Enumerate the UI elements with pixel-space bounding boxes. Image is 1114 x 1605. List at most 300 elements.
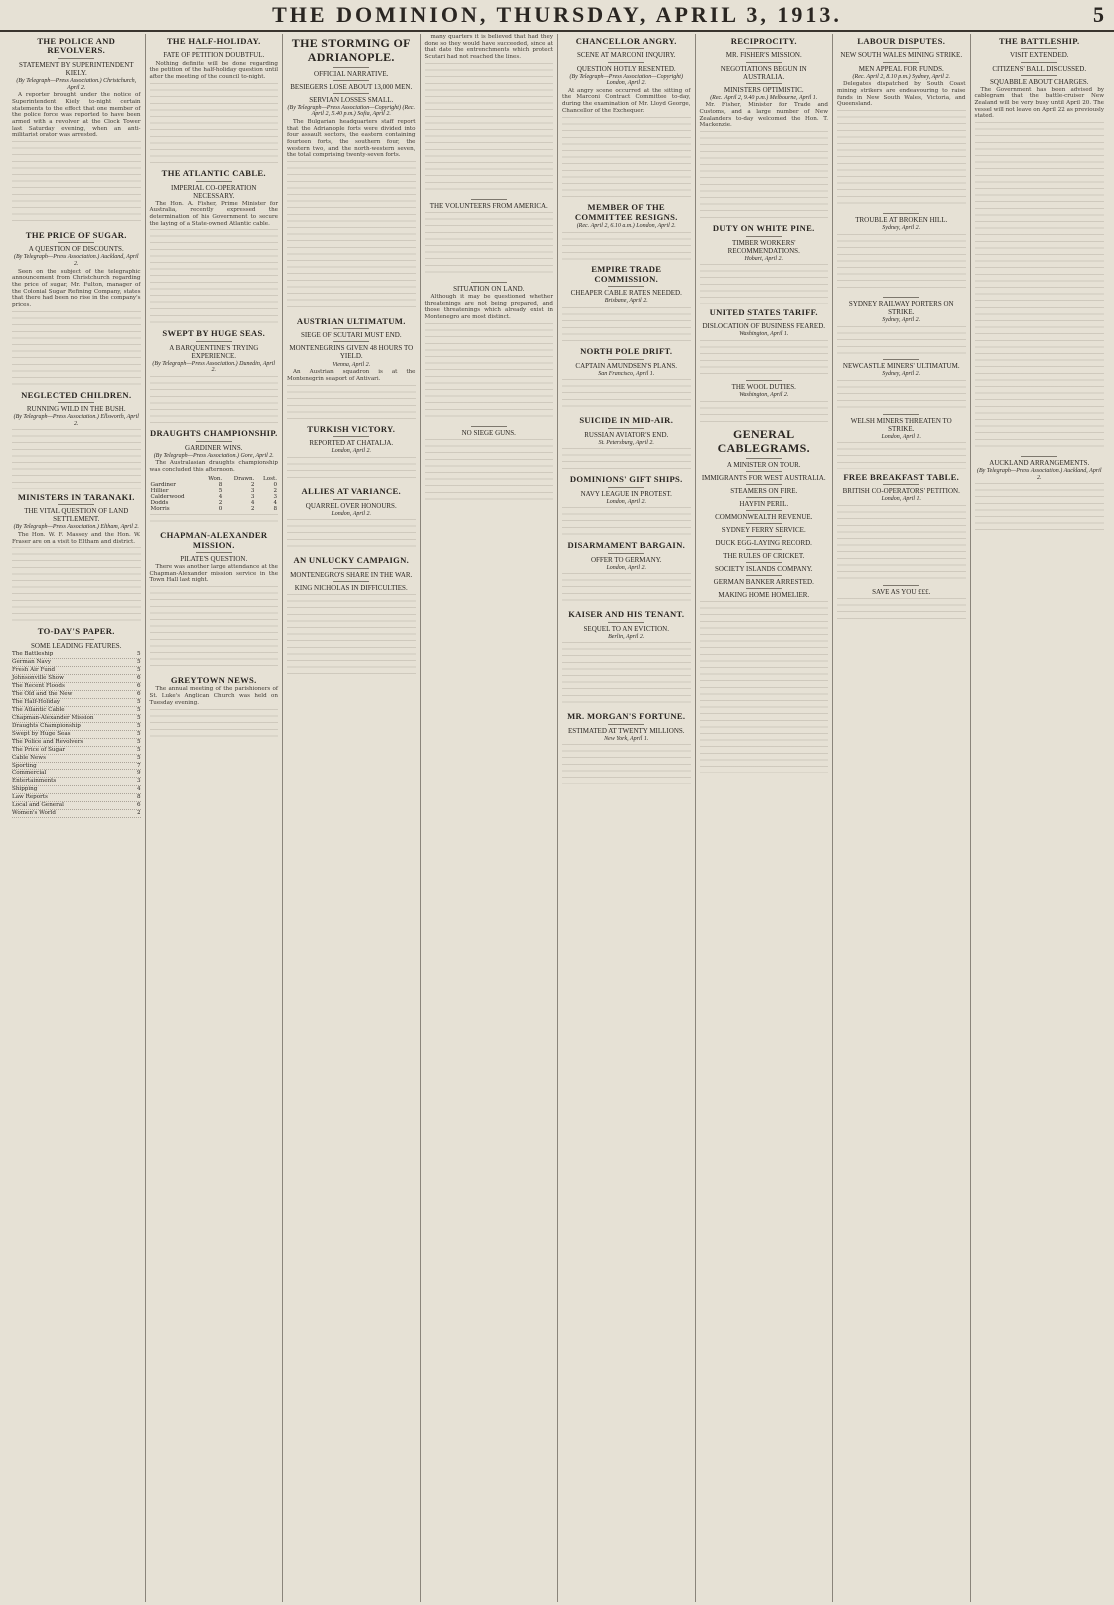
table-cell: 2 [250, 481, 255, 488]
article [700, 428, 829, 773]
subheadline: NAVY LEAGUE IN PROTEST. [580, 489, 672, 498]
headline: DISARMAMENT BARGAIN. [567, 540, 686, 551]
divider-rule [746, 562, 782, 563]
subheadline: FATE OF PETITION DOUBTFUL. [163, 51, 265, 60]
index-page: 5 [136, 698, 141, 705]
subheadline: MINISTERS OPTIMISTIC. [723, 85, 804, 94]
column-4 [421, 34, 559, 1602]
headline: THE BATTLESHIP. [999, 36, 1080, 46]
article [150, 429, 279, 527]
headline: THE POLICE AND REVOLVERS. [37, 36, 116, 56]
divider-rule [883, 359, 919, 360]
table-cell: 4 [250, 499, 255, 506]
text-block [12, 141, 141, 227]
subheadline: THE WOOL DUTIES. [731, 383, 796, 392]
divider-rule [746, 497, 782, 498]
divider-rule [883, 585, 919, 586]
divider-rule [333, 80, 369, 81]
list-item [12, 810, 141, 818]
index-page: 9 [136, 770, 141, 777]
table-cell: Gardiner [150, 481, 176, 488]
table-cell: Morris [150, 505, 170, 512]
subheadline: CHEAPER CABLE RATES NEEDED. [570, 289, 682, 298]
index-label: Cable News [12, 754, 46, 761]
headline: MINISTERS IN TARANAKI. [17, 491, 135, 502]
table-cell: 0 [273, 481, 277, 488]
subheadline: SYDNEY FERRY SERVICE. [721, 525, 806, 534]
divider-rule [608, 622, 644, 623]
divider-rule [608, 359, 644, 360]
subheadline: THE VITAL QUESTION OF LAND SETTLEMENT. [24, 507, 129, 524]
text-block [837, 380, 966, 410]
divider-rule [1021, 62, 1057, 63]
dateline: (By Telegraph—Press Association—Copyright) London, April 2. [569, 73, 683, 87]
table-cell: 3 [250, 493, 255, 500]
subheadline: NEWCASTLE MINERS' ULTIMATUM. [842, 362, 960, 371]
table-cell: 2 [250, 505, 255, 512]
headline: CHANCELLOR ANGRY. [575, 36, 677, 46]
subheadline: QUESTION HOTLY RESENTED. [576, 64, 676, 73]
headline: DOMINIONS' GIFT SHIPS. [569, 474, 683, 485]
dateline: (By Telegraph—Press Association—Copyright) (Rec. April 2, 5.40 p.m.) Sofia, April 2. [287, 104, 415, 118]
dateline: Brisbane, April 2. [604, 298, 648, 305]
subheadline: THE VOLUNTEERS FROM AMERICA. [429, 201, 548, 210]
text-block [837, 505, 966, 581]
divider-rule [196, 341, 232, 342]
column-3 [283, 34, 421, 1602]
dateline: Hobart, April 2. [744, 255, 784, 262]
list-item [12, 707, 141, 715]
table-cell: 3 [273, 493, 277, 500]
table-cell: 4 [218, 493, 223, 500]
body-paragraph: The annual meeting of the parishioners of St. Luke's Anglican Church was held on Tuesday evening. [149, 686, 278, 706]
subheadline: GARDINER WINS. [185, 443, 243, 452]
article [287, 37, 416, 313]
index-page: 6 [136, 674, 141, 681]
index-label: German Navy [12, 658, 52, 665]
article [150, 676, 279, 738]
article [287, 487, 416, 552]
table-cell: 0 [218, 505, 223, 512]
dateline: London, April 1. [881, 496, 922, 503]
index-label: The Price of Sugar [12, 746, 66, 753]
body-paragraph: The Government has been advised by cablegram that the battle-cruiser New Zealand will be very busy until April 20. The vessel will not leave on April 22 as previously stated. [974, 86, 1104, 120]
subheadline: MR. FISHER'S MISSION. [725, 51, 802, 60]
subheadline: PILATE'S QUESTION. [180, 554, 248, 563]
subheadline: KING NICHOLAS IN DIFFICULTIES. [294, 583, 408, 592]
body-paragraph: Although it may be questioned whether threatenings are not being prepared, and those threatenings which already exist in Montenegro are most distinct. [424, 293, 553, 321]
headline: KAISER AND HIS TENANT. [568, 609, 685, 620]
text-block [12, 311, 141, 387]
index-page: 7 [136, 762, 141, 769]
list-item [12, 691, 141, 699]
index-page: 5 [136, 650, 141, 657]
divider-rule [746, 236, 782, 237]
divider-rule [746, 380, 782, 381]
headline: CHAPMAN-ALEXANDER MISSION. [160, 530, 268, 550]
list-item [12, 778, 141, 786]
headline: RECIPROCITY. [730, 36, 797, 46]
divider-rule [58, 504, 94, 505]
text-block [12, 547, 141, 623]
divider-rule [196, 441, 232, 442]
text-block [562, 448, 691, 471]
divider-rule [746, 458, 782, 459]
headline: THE ATLANTIC CABLE. [161, 168, 266, 179]
article [150, 37, 279, 165]
article [562, 347, 691, 412]
divider-rule [1021, 48, 1057, 49]
divider-rule [196, 48, 232, 49]
table-row [150, 506, 279, 512]
table-cell: 2 [218, 499, 223, 506]
text-block [287, 594, 416, 680]
list-item [12, 659, 141, 667]
masthead [0, 0, 1114, 32]
body-paragraph: Mr. Fisher, Minister for Trade and Customs, and a large number of New Zealanders to-day welcomed the Hon. T. Mackenzie. [699, 102, 828, 129]
divider-rule [196, 552, 232, 553]
subheadline: GERMAN BANKER ARRESTED. [713, 578, 814, 587]
index-label: Entertainments [12, 778, 57, 785]
index-label: The Battleship [12, 650, 54, 657]
headline: FREE BREAKFAST TABLE. [843, 471, 960, 482]
subheadline: SERVIAN LOSSES SMALL. [309, 95, 394, 104]
dateline: London, April 2. [331, 448, 372, 455]
subheadline: RUNNING WILD IN THE BUSH. [26, 405, 126, 414]
headline: DRAUGHTS CHAMPIONSHIP. [149, 428, 278, 439]
index-page: 5 [136, 706, 141, 713]
divider-rule [1021, 75, 1057, 76]
list-item [12, 699, 141, 707]
divider-rule [746, 523, 782, 524]
article [837, 414, 966, 469]
dateline: New York, April 1. [604, 735, 649, 742]
table-header: Lost. [263, 475, 277, 482]
index-label: The Half-Holiday [12, 698, 61, 705]
text-block [562, 307, 691, 343]
list-item [12, 786, 141, 794]
divider-rule [746, 510, 782, 511]
column-5 [558, 34, 696, 1602]
subheadline: HAYFIN PERIL. [739, 499, 789, 508]
text-block [837, 110, 966, 209]
headline: SUICIDE IN MID-AIR. [579, 415, 674, 426]
index-page: 6 [136, 682, 141, 689]
headline: EMPIRE TRADE COMMISSION. [591, 264, 662, 284]
text-block [287, 519, 416, 552]
index-label: Chapman-Alexander Mission [12, 714, 94, 721]
list-item [12, 715, 141, 723]
dateline: London, April 2. [606, 498, 647, 505]
body-paragraph: many quarters it is believed that had they done so they would have succeeded, since at that date the entrenchments which protect Scutari had not reached the lines. [424, 34, 553, 61]
divider-rule [333, 341, 369, 342]
contents-index [12, 651, 141, 819]
subheadline: BESIEGERS LOSE ABOUT 13,000 MEN. [290, 82, 413, 91]
dateline: Sydney, April 2. [882, 225, 921, 231]
divider-rule [608, 48, 644, 49]
headline: MEMBER OF THE COMMITTEE RESIGNS. [574, 202, 678, 222]
dateline: (By Telegraph—Press Association.) Eltham, April 2. [13, 524, 139, 531]
masthead-title: THE DOMINION, THURSDAY, APRIL 3, 1913. [272, 2, 842, 27]
article [150, 531, 279, 672]
index-label: Commercial [12, 770, 47, 777]
table-cell: 8 [273, 505, 277, 512]
subheadline: RUSSIAN AVIATOR'S END. [584, 430, 669, 439]
subheadline: SIEGE OF SCUTARI MUST END. [300, 331, 402, 340]
body-paragraph: Seen on the subject of the telegraphic announcement from Christchurch regarding the price of sugar, Mr. Fulton, manager of the Colonial Sugar Refining Company, states that there had been no rise in the company's prices. [12, 268, 141, 309]
article [975, 456, 1105, 533]
divider-rule [58, 242, 94, 243]
results-table [150, 476, 279, 512]
divider-rule [608, 553, 644, 554]
dateline: St. Petersburg, April 2. [598, 439, 654, 446]
divider-rule [333, 328, 369, 329]
index-label: Fresh Air Fund [12, 666, 56, 673]
text-block [287, 385, 416, 421]
text-block [425, 212, 554, 278]
dateline: (By Telegraph—Press Association.) Ellsworth, April 2. [13, 414, 139, 427]
subheadline: COMMONWEALTH REVENUE. [715, 512, 813, 521]
index-page: 5 [136, 738, 141, 745]
subheadline: MONTENEGRINS GIVEN 48 HOURS TO YIELD. [289, 344, 414, 361]
article [425, 34, 554, 195]
list-item [12, 675, 141, 683]
subheadline: NEW SOUTH WALES MINING STRIKE. [840, 51, 963, 60]
article [562, 712, 691, 784]
subheadline: SOCIETY ISLANDS COMPANY. [714, 564, 813, 573]
headline: ALLIES AT VARIANCE. [301, 486, 401, 497]
article [562, 475, 691, 537]
index-label: Sporting [12, 762, 37, 769]
text-block [562, 642, 691, 708]
text-block [562, 573, 691, 606]
divider-rule [746, 549, 782, 550]
body-paragraph: Delegates dispatched by South Coast mining strikers are endeavouring to raise funds in New South Wales, Victoria, and Queensland. [837, 81, 966, 108]
list-item [12, 739, 141, 747]
dateline: Vienna, April 2. [332, 361, 371, 368]
index-label: Shipping [12, 786, 38, 793]
text-block [150, 709, 279, 739]
column-8 [971, 34, 1109, 1602]
divider-rule [196, 181, 232, 182]
list-item [12, 723, 141, 731]
list-item [12, 667, 141, 675]
table-cell: 8 [218, 481, 223, 488]
text-block [562, 507, 691, 537]
divider-rule [1021, 456, 1057, 457]
article [562, 37, 691, 199]
subheadline: NEGOTIATIONS BEGUN IN AUSTRALIA. [720, 64, 807, 81]
divider-rule [608, 487, 644, 488]
headline: NEGLECTED CHILDREN. [21, 389, 132, 400]
divider-rule [608, 286, 644, 287]
subheadline: TIMBER WORKERS' RECOMMENDATIONS. [727, 238, 800, 255]
divider-rule [746, 62, 782, 63]
subheadline: IMPERIAL CO-OPERATION NECESSARY. [171, 183, 257, 200]
list-item [12, 651, 141, 659]
index-label: Johnsonville Show [12, 674, 64, 681]
table-cell: 3 [250, 487, 255, 494]
index-label: The Recent Floods [12, 682, 65, 689]
text-block [150, 586, 279, 672]
divider-rule [333, 568, 369, 569]
table-cell: Calderwood [150, 493, 185, 500]
divider-rule [333, 581, 369, 582]
headline: UNITED STATES TARIFF. [709, 306, 818, 317]
subheadline: ESTIMATED AT TWENTY MILLIONS. [567, 726, 685, 735]
table-cell: 5 [218, 487, 223, 494]
divider-rule [333, 436, 369, 437]
divider-rule [58, 58, 94, 59]
article [425, 426, 554, 505]
body-paragraph: A reporter brought under the notice of Superintendent Kiely to-night certain statements to the effect that one member of the police force was reported to have been armed with a revolver at the Clock Tower last Saturday evening, when an anti-militarist orator was arrested. [12, 92, 141, 139]
article [562, 416, 691, 471]
article [150, 329, 279, 425]
body-paragraph: The Bulgarian headquarters staff report that the Adrianople forts were divided into four assault sectors, the eastern containing fourteen forts, the southern four, the western two, and the north-western seven, the total comprising twenty-seven forts. [287, 118, 416, 159]
subheadline: SOME LEADING FEATURES. [31, 641, 122, 650]
dateline: (By Telegraph—Press Association.) Dunedin, April 2. [152, 360, 276, 374]
dateline: (By Telegraph—Press Association.) Auckland, April 2. [13, 254, 139, 267]
page-number: 5 [1093, 2, 1104, 27]
divider-rule [333, 67, 369, 68]
list-item [12, 755, 141, 763]
body-paragraph: The Hon. W. F. Massey and the Hon. W. Fraser are on a visit to Eltham and district. [12, 531, 141, 545]
subheadline: AUCKLAND ARRANGEMENTS. [989, 459, 1090, 468]
divider-rule [746, 575, 782, 576]
table-cell: Dodds [150, 499, 169, 506]
dateline: London, April 1. [881, 433, 922, 440]
list-item [12, 794, 141, 802]
table-header: Won. [208, 475, 223, 482]
text-block [150, 229, 279, 325]
headline: SWEPT BY HUGE SEAS. [162, 328, 266, 339]
index-label: Law Reports [12, 794, 48, 801]
subheadline: DISLOCATION OF BUSINESS FEARED. [702, 322, 825, 331]
index-page: 5 [136, 658, 141, 665]
text-block [425, 439, 554, 505]
subheadline: A MINISTER ON TOUR. [726, 460, 801, 469]
divider-rule [746, 588, 782, 589]
divider-rule [746, 471, 782, 472]
headline: THE HALF-HOLIDAY. [166, 36, 261, 46]
subheadline: CAPTAIN AMUNDSEN'S PLANS. [575, 361, 678, 370]
subheadline: IMMIGRANTS FOR WEST AUSTRALIA. [701, 473, 826, 482]
subheadline: VISIT EXTENDED. [1009, 51, 1069, 60]
divider-rule [746, 484, 782, 485]
index-label: Local and General [12, 802, 64, 809]
divider-rule [333, 93, 369, 94]
table-cell: 4 [273, 499, 277, 506]
headline: LABOUR DISPUTES. [857, 36, 946, 46]
article [425, 282, 554, 422]
divider-rule [746, 319, 782, 320]
headline: GENERAL CABLEGRAMS. [717, 427, 810, 455]
dateline: (Rec. April 2, 9.40 p.m.) Melbourne, April 1. [710, 94, 818, 101]
divider-rule [58, 402, 94, 403]
headline: THE STORMING OF ADRIANOPLE. [291, 36, 411, 64]
text-block [287, 457, 416, 483]
divider-rule [883, 213, 919, 214]
divider-rule [746, 48, 782, 49]
divider-rule [883, 484, 919, 485]
text-block [700, 340, 829, 376]
subheadline: THE RULES OF CRICKET. [723, 551, 805, 560]
divider-rule [471, 199, 507, 200]
columns-container [8, 34, 1108, 1602]
index-page: 5 [136, 714, 141, 721]
article [975, 37, 1105, 452]
index-label: Women's World [12, 810, 56, 817]
text-block [700, 401, 829, 424]
text-block [975, 483, 1105, 533]
divider-rule [608, 62, 644, 63]
headline: TURKISH VICTORY. [307, 423, 396, 434]
article [837, 37, 966, 209]
article [837, 473, 966, 581]
subheadline: SITUATION ON LAND. [453, 284, 525, 293]
divider-rule [883, 62, 919, 63]
table-header: Drawn. [233, 475, 255, 482]
index-page: 2 [136, 810, 141, 817]
subheadline: SYDNEY RAILWAY PORTERS ON STRIKE. [848, 299, 954, 317]
headline: GREYTOWN NEWS. [170, 674, 257, 685]
subheadline: MAKING HOME HOMELIER. [718, 591, 810, 600]
text-block [150, 83, 279, 166]
text-block [150, 376, 279, 426]
divider-rule [883, 414, 919, 415]
article [837, 359, 966, 409]
dateline: (By Telegraph—Press Association.) Auckland, April 2. [976, 468, 1102, 481]
subheadline: SEQUEL TO AN EVICTION. [583, 624, 669, 633]
article [562, 610, 691, 708]
dateline: London, April 2. [331, 510, 372, 517]
subheadline: NO SIEGE GUNS. [461, 428, 516, 437]
dateline: Washington, April 1. [739, 331, 789, 338]
text-block [700, 131, 829, 220]
column-1 [8, 34, 146, 1602]
index-page: 5 [136, 722, 141, 729]
divider-rule [883, 297, 919, 298]
article [562, 541, 691, 606]
index-page: 6 [136, 690, 141, 697]
index-page: 4 [136, 786, 141, 793]
dateline: (Rec. April 2, 6.10 a.m.) London, April 2. [576, 222, 676, 229]
article [700, 37, 829, 220]
article [700, 308, 829, 376]
subheadline: QUARREL OVER HONOURS. [305, 501, 397, 510]
article [287, 425, 416, 483]
text-block [562, 379, 691, 412]
index-label: The Old and the New [12, 690, 73, 697]
headline: TO-DAY'S PAPER. [37, 626, 115, 637]
dateline: Washington, April 2. [739, 392, 789, 399]
subheadline: MONTENEGRO'S SHARE IN THE WAR. [290, 570, 413, 579]
article [287, 556, 416, 679]
text-block [425, 63, 554, 195]
headline: NORTH POLE DRIFT. [580, 346, 673, 357]
list-item [12, 683, 141, 691]
subheadline: DUCK EGG-LAYING RECORD. [715, 538, 812, 547]
article [12, 493, 141, 623]
headline: AN UNLUCKY CAMPAIGN. [293, 555, 410, 566]
index-page: 8 [136, 794, 141, 801]
divider-rule [471, 426, 507, 427]
subheadline: CITIZENS' BALL DISCUSSED. [992, 64, 1087, 73]
article [12, 391, 141, 489]
article [562, 203, 691, 261]
subheadline: REPORTED AT CHATALJA. [309, 439, 394, 448]
subheadline: A QUESTION OF DISCOUNTS. [28, 245, 124, 254]
